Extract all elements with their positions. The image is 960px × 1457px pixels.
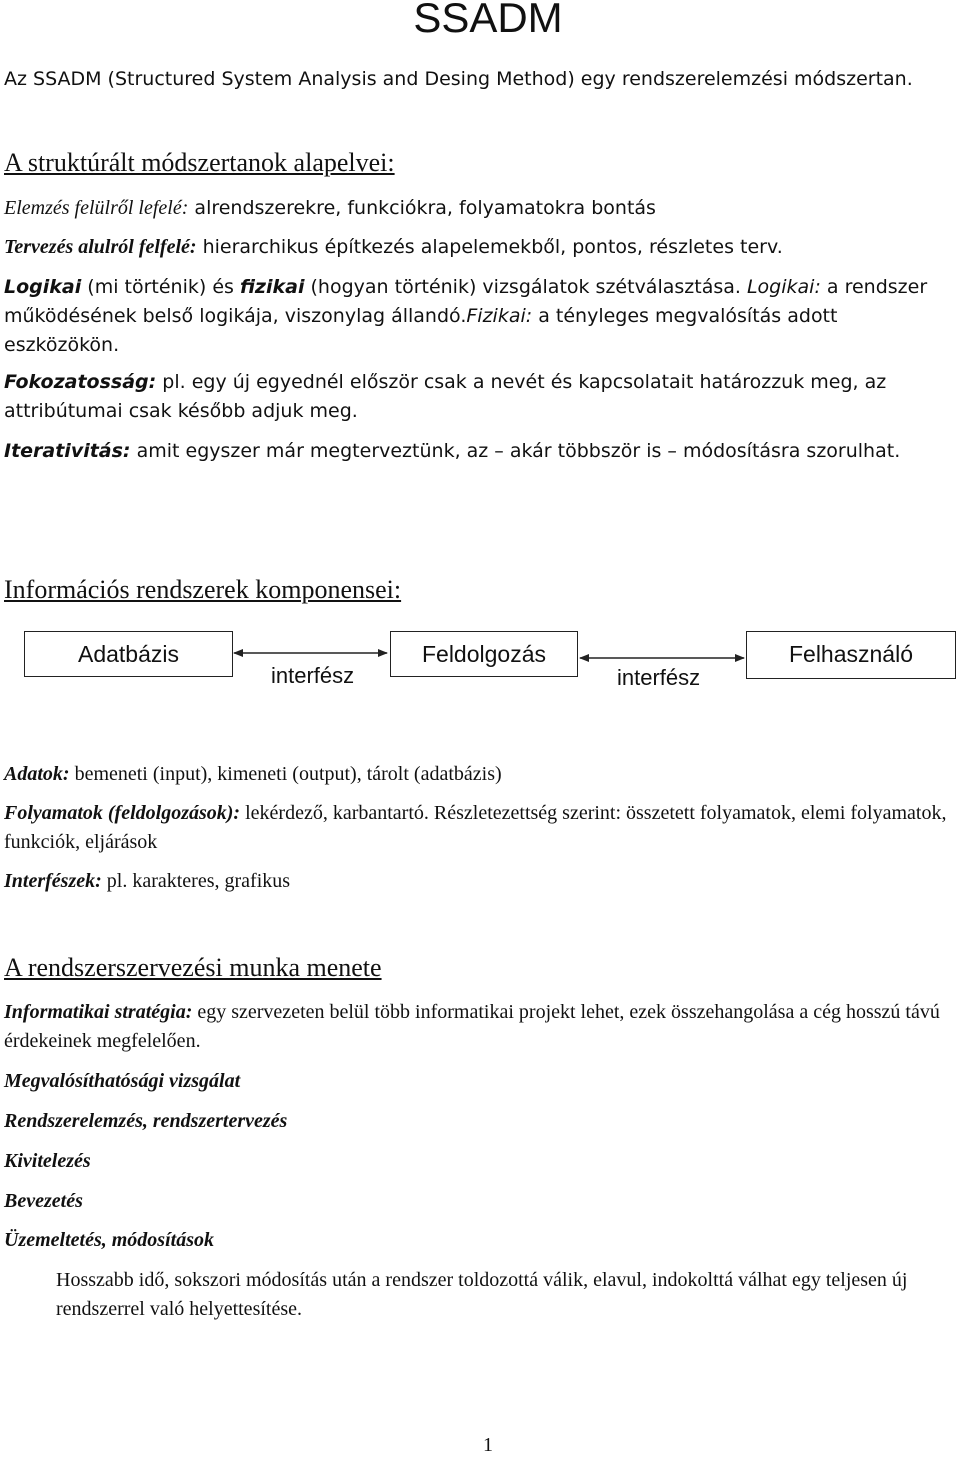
term-logical: Logikai bbox=[4, 276, 82, 298]
page-title: SSADM bbox=[413, 0, 563, 41]
principle-logical-physical bbox=[4, 273, 949, 360]
interface-label-1: interfész bbox=[271, 663, 355, 688]
principle-bottom-up bbox=[4, 235, 783, 259]
component-data bbox=[4, 762, 502, 786]
section-heading-components: Információs rendszerek komponensei: bbox=[4, 575, 402, 604]
term: Tervezés alulról felfelé: bbox=[4, 236, 197, 258]
text: pl. karakteres, grafikus bbox=[101, 870, 291, 892]
intro-text: Az SSADM (Structured System Analysis and Desing Method) egy rendszerelemzési módszertan. bbox=[4, 68, 913, 90]
text: lekérdező, karbantartó. Részletezettség szerint: összetett folyamatok, elemi folyamatok, funkciók, eljárások bbox=[4, 802, 947, 853]
closing-paragraph: Hosszabb idő, sokszori módosítás után a rendszer toldozottá válik, elavul, indokolttá válhat egy teljesen új rendszerrel való helyettesítése. bbox=[56, 1269, 908, 1320]
text: alrendszerekre, funkciókra, folyamatokra bontás bbox=[188, 197, 656, 219]
term: Informatikai stratégia: bbox=[4, 1001, 193, 1023]
term: Folyamatok (feldolgozások): bbox=[4, 802, 241, 824]
section-heading-workflow: A rendszerszervezési munka menete bbox=[4, 953, 382, 982]
workflow-step: Üzemeltetés, módosítások bbox=[4, 1229, 214, 1251]
text: (mi történik) és bbox=[81, 276, 240, 298]
component-interfaces bbox=[4, 869, 290, 893]
principle-iterativity bbox=[4, 439, 900, 463]
page-number: 1 bbox=[483, 1434, 493, 1456]
box-user: Felhasználó bbox=[746, 631, 956, 679]
box-database: Adatbázis bbox=[24, 631, 233, 677]
workflow-step: Bevezetés bbox=[4, 1190, 83, 1212]
text: egy szervezeten belül több informatikai projekt lehet, ezek összehangolása a cég hosszú távú érdekeinek megfelelően. bbox=[4, 1001, 940, 1052]
term: Elemzés felülről lefelé: bbox=[4, 197, 189, 219]
text: amit egyszer már megterveztünk, az – akár többször is – módosításra szorulhat. bbox=[130, 440, 901, 462]
term: Adatok: bbox=[4, 763, 70, 785]
text: a tényleges megvalósítás adott eszközökön. bbox=[4, 305, 838, 356]
box-processing: Feldolgozás bbox=[390, 631, 578, 677]
workflow-step: Rendszerelemzés, rendszertervezés bbox=[4, 1110, 288, 1132]
workflow-step: Megvalósíthatósági vizsgálat bbox=[4, 1070, 241, 1092]
term: Iterativitás: bbox=[4, 440, 131, 462]
term-logical-def: Logikai: bbox=[746, 276, 821, 298]
term-physical-def: Fizikai: bbox=[466, 305, 533, 327]
principle-gradualness bbox=[4, 368, 949, 426]
term: Fokozatosság: bbox=[4, 371, 157, 393]
principle-top-down bbox=[4, 196, 656, 220]
text: (hogyan történik) vizsgálatok szétválasztása. bbox=[304, 276, 747, 298]
text: bemeneti (input), kimeneti (output), tárolt (adatbázis) bbox=[69, 763, 502, 785]
term: Interfészek: bbox=[4, 870, 102, 892]
workflow-step: Kivitelezés bbox=[4, 1150, 91, 1172]
text: pl. egy új egyednél először csak a nevét és kapcsolatait határozzuk meg, az attribútumai csak később adjuk meg. bbox=[4, 371, 887, 422]
workflow-strategy bbox=[4, 998, 949, 1056]
component-processes bbox=[4, 799, 949, 857]
section-heading-principles: A struktúrált módszertanok alapelvei: bbox=[4, 148, 395, 177]
term-physical: fizikai bbox=[239, 276, 305, 298]
interface-label-2: interfész bbox=[617, 665, 701, 690]
text: a rendszer működésének belső logikája, viszonylag állandó. bbox=[4, 276, 928, 327]
text: hierarchikus építkezés alapelemekből, pontos, részletes terv. bbox=[196, 236, 783, 258]
